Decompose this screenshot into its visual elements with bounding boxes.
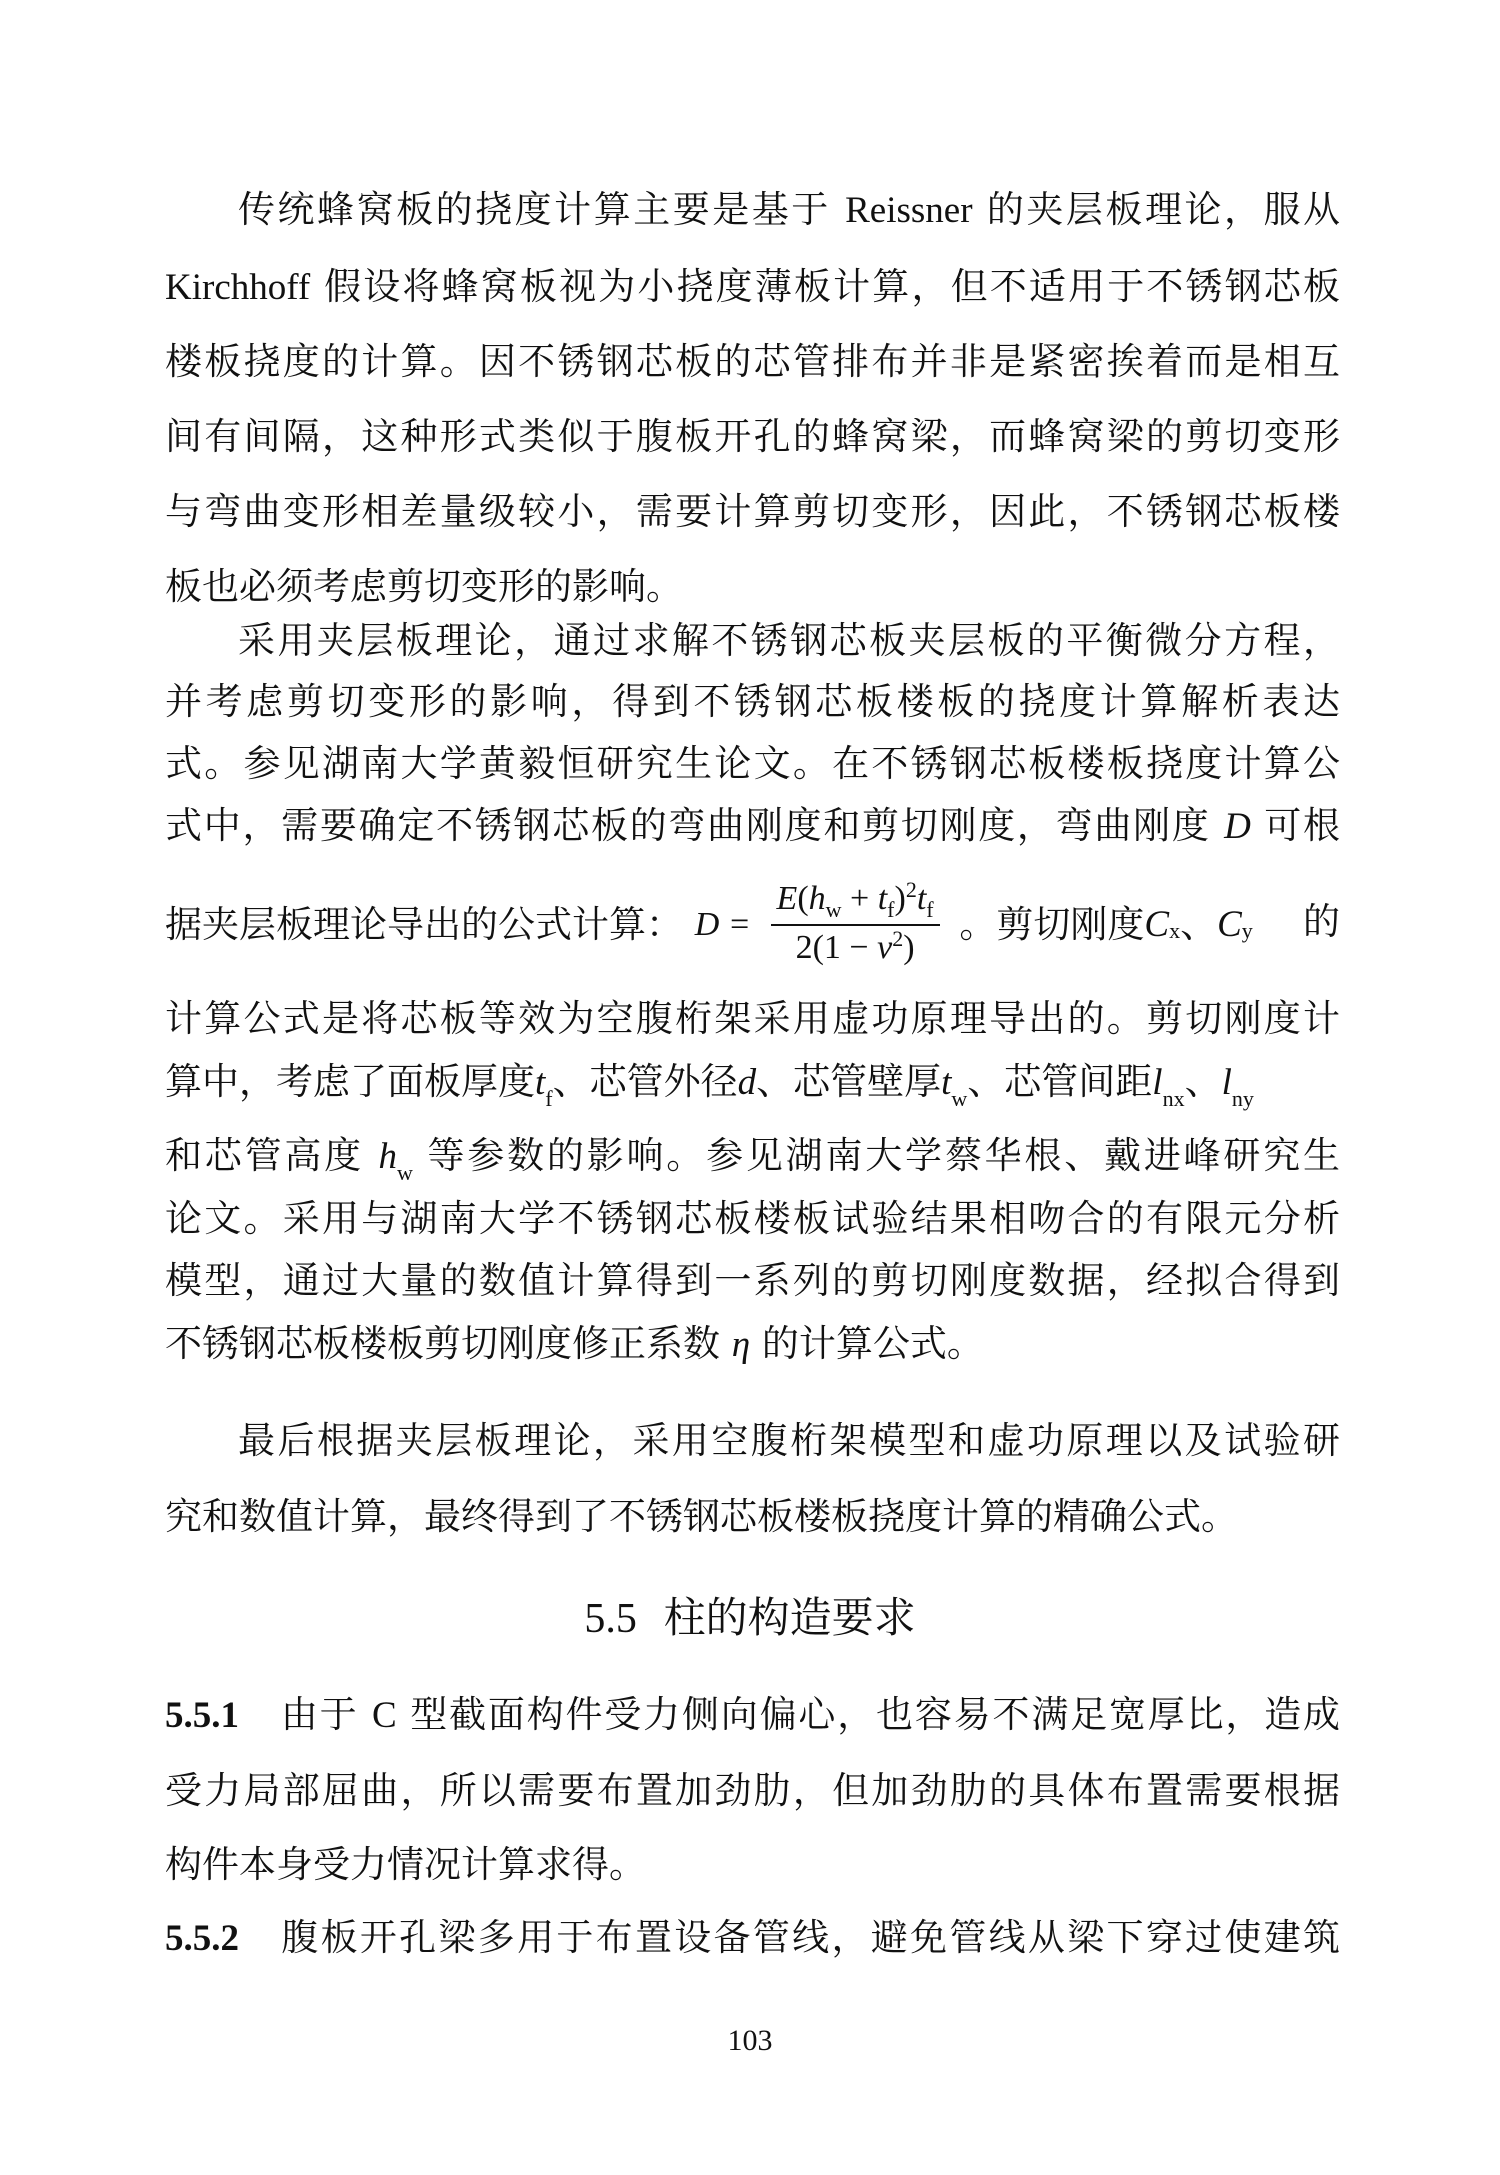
- paragraph-1-line-5: 与弯曲变形相差量级较小，需要计算剪切变形，因此，不锈钢芯板楼: [165, 490, 1340, 533]
- clause-number: 5.5.1: [165, 1695, 239, 1736]
- section-heading: [0, 1590, 1500, 1647]
- formula-numerator: $E(h_w + t_f)^2t_f$: [771, 879, 940, 926]
- clause-5-5-2-line-1: 5.5.2 腹板开孔梁多用于布置设备管线，避免管线从梁下穿过使建筑: [165, 1916, 1340, 1959]
- paragraph-2-line-10: 模型，通过大量的数值计算得到一系列的剪切刚度数据，经拟合得到: [165, 1259, 1340, 1302]
- clause-5-5-1-line-3: 构件本身受力情况计算求得。: [165, 1843, 646, 1886]
- paragraph-2-line-1: 采用夹层板理论，通过求解不锈钢芯板夹层板的平衡微分方程，: [238, 619, 1340, 662]
- paragraph-2-line-2: 并考虑剪切变形的影响，得到不锈钢芯板楼板的挠度计算解析表达: [165, 680, 1340, 723]
- paragraph-1-line-4: 间有间隔，这种形式类似于腹板开孔的蜂窝梁，而蜂窝梁的剪切变形: [165, 415, 1340, 458]
- clause-5-5-1-line-1: 5.5.1 由于 C 型截面构件受力侧向偏心，也容易不满足宽厚比，造成: [165, 1693, 1341, 1736]
- paragraph-2-line-6: 计算公式是将芯板等效为空腹桁架采用虚功原理导出的。剪切刚度计: [165, 997, 1340, 1040]
- paragraph-1-line-2: Kirchhoff 假设将蜂窝板视为小挠度薄板计算，但不适用于不锈钢芯板: [165, 265, 1341, 308]
- paragraph-1-line-6: 板也必须考虑剪切变形的影响。: [165, 565, 683, 608]
- section-title: 柱的构造要求: [663, 1593, 916, 1642]
- page-number: 103: [727, 2024, 773, 2057]
- clause-number: 5.5.2: [165, 1918, 239, 1959]
- paragraph-2-line-7: 算中，考虑了面板厚度$t_f$、芯管外径d、芯管壁厚$t_w$、芯管间距$l_{nx}$、$l_{ny}$: [165, 1060, 1254, 1111]
- paragraph-1-line-1: 传统蜂窝板的挠度计算主要是基于 Reissner 的夹层板理论，服从: [238, 188, 1341, 231]
- formula-denominator: $2(1 - \nu^2)$: [795, 925, 915, 966]
- paragraph-2-line-9: 论文。采用与湖南大学不锈钢芯板楼板试验结果相吻合的有限元分析: [165, 1197, 1340, 1240]
- formula-lhs: D =: [694, 905, 751, 943]
- paragraph-2-line-8: 和芯管高度 $h_w$ 等参数的影响。参见湖南大学蔡华根、戴进峰研究生: [165, 1134, 1341, 1185]
- paragraph-3-line-1: 最后根据夹层板理论，采用空腹桁架模型和虚功原理以及试验研: [238, 1419, 1340, 1462]
- paragraph-2-line-3: 式。参见湖南大学黄毅恒研究生论文。在不锈钢芯板楼板挠度计算公: [165, 742, 1340, 785]
- paragraph-1-line-3: 楼板挠度的计算。因不锈钢芯板的芯管排布并非是紧密挨着而是相互: [165, 340, 1340, 383]
- paragraph-2-formula-line: 据夹层板理论导出的公式计算： D = $\frac{E(h_w + t_f)^2t_f}{2(1 - \nu^2)}$ 。剪切刚度Cx、Cy 的: [165, 872, 1340, 972]
- paragraph-2-line-4: 式中，需要确定不锈钢芯板的弯曲刚度和剪切刚度，弯曲刚度 D 可根: [165, 804, 1341, 847]
- clause-5-5-1-line-2: 受力局部屈曲，所以需要布置加劲肋，但加劲肋的具体布置需要根据: [165, 1769, 1340, 1812]
- bending-stiffness-formula: [771, 876, 940, 971]
- paragraph-2-line-11: 不锈钢芯板楼板剪切刚度修正系数 η 的计算公式。: [165, 1322, 984, 1365]
- paragraph-3-line-2: 究和数值计算，最终得到了不锈钢芯板楼板挠度计算的精确公式。: [165, 1495, 1238, 1538]
- section-number: 5.5: [584, 1596, 637, 1642]
